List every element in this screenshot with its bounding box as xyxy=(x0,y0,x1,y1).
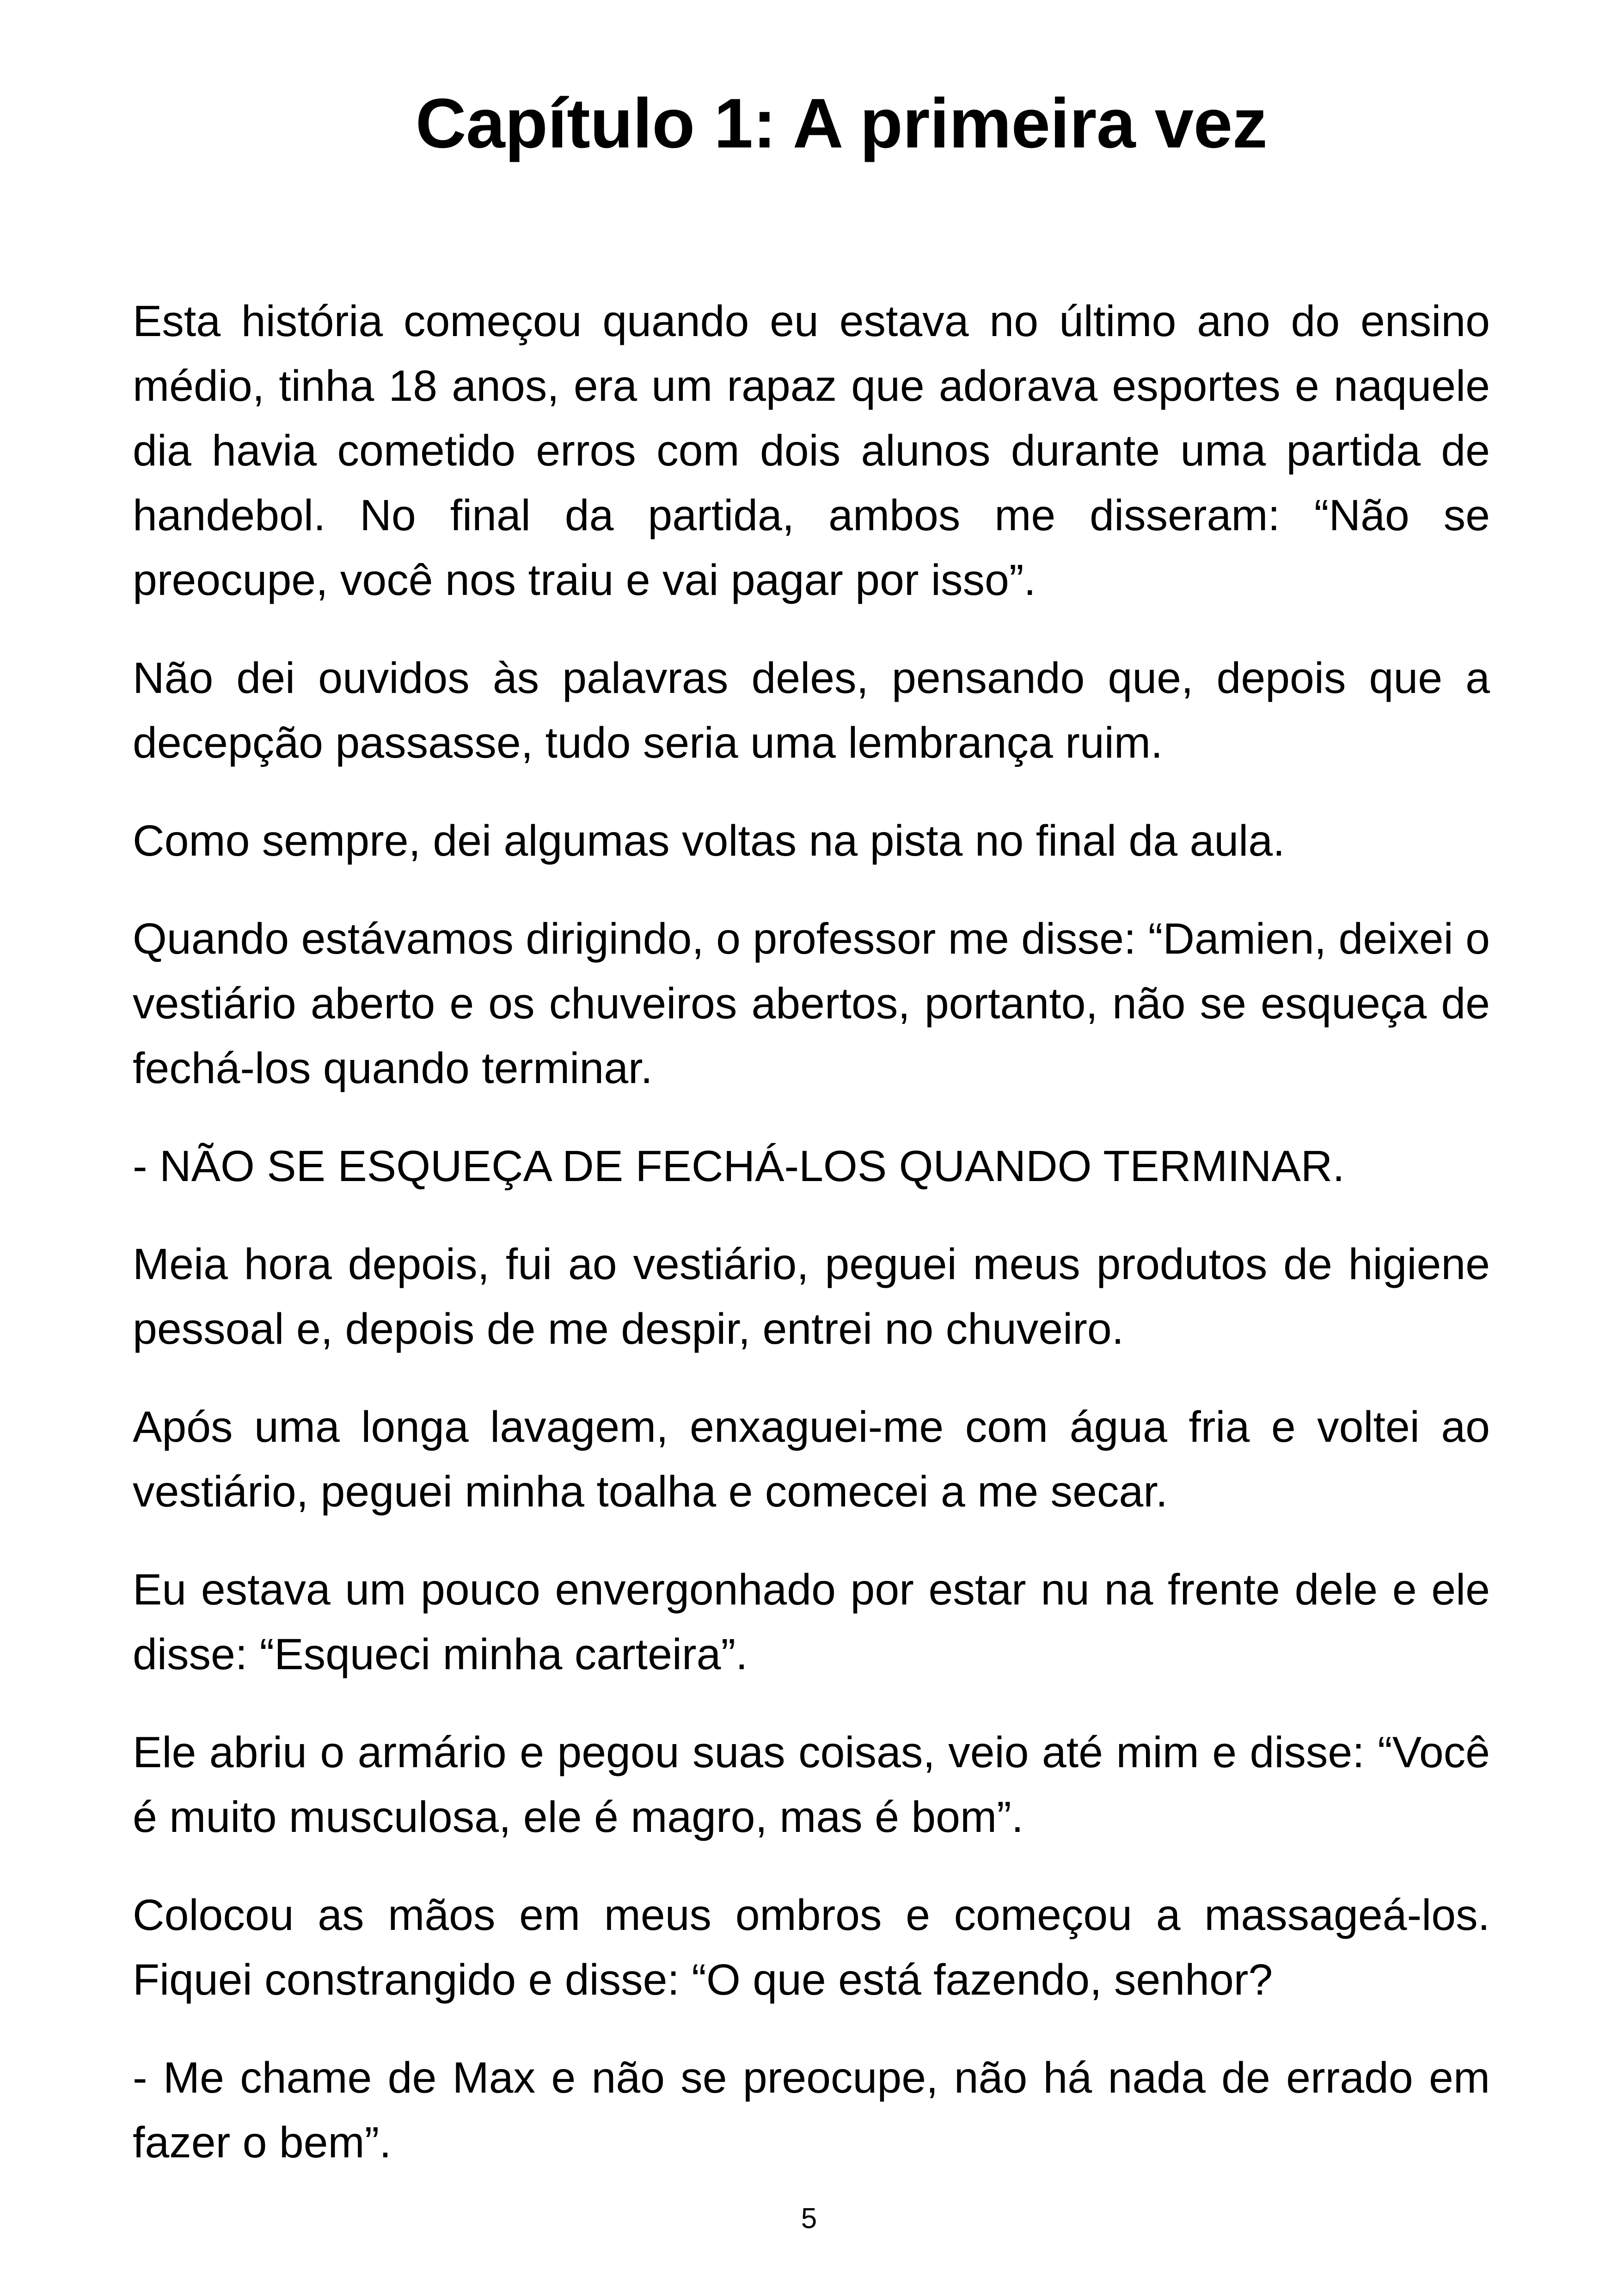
chapter-title: Capítulo 1: A primeira vez xyxy=(415,84,1268,163)
paragraph: Não dei ouvidos às palavras deles, pensando que, depois que a decepção passasse, tudo seria uma lembrança ruim. xyxy=(133,654,1490,767)
paragraph: Quando estávamos dirigindo, o professor me disse: “Damien, deixei o vestiário aberto e os chuveiros abertos, portanto, não se esqueça de fechá-los quando terminar. xyxy=(133,914,1490,1093)
page-number: 5 xyxy=(801,2203,817,2235)
paragraph: - NÃO SE ESQUEÇA DE FECHÁ-LOS QUANDO TERMINAR. xyxy=(133,1142,1345,1191)
paragraph: Como sempre, dei algumas voltas na pista no final da aula. xyxy=(133,816,1285,865)
chapter-body xyxy=(133,289,1490,2208)
paragraph: Eu estava um pouco envergonhado por estar nu na frente dele e ele disse: “Esqueci minha carteira”. xyxy=(133,1565,1490,1679)
paragraph: - Me chame de Max e não se preocupe, não há nada de errado em fazer o bem”. xyxy=(133,2053,1490,2167)
paragraph: Ele abriu o armário e pegou suas coisas, veio até mim e disse: “Você é muito musculosa, ele é magro, mas é bom”. xyxy=(133,1728,1490,1842)
paragraph: Esta história começou quando eu estava no último ano do ensino médio, tinha 18 anos, era um rapaz que adorava esportes e naquele dia havia cometido erros com dois alunos durante uma partida de handebol. No final da partida, ambos me disseram: “Não se preocupe, você nos traiu e vai pagar por isso”. xyxy=(133,297,1490,605)
paragraph: Meia hora depois, fui ao vestiário, peguei meus produtos de higiene pessoal e, depois de me despir, entrei no chuveiro. xyxy=(133,1240,1490,1353)
paragraph: Após uma longa lavagem, enxaguei-me com água fria e voltei ao vestiário, peguei minha toalha e comecei a me secar. xyxy=(133,1402,1490,1516)
paragraph: Colocou as mãos em meus ombros e começou a massageá-los. Fiquei constrangido e disse: “O que está fazendo, senhor? xyxy=(133,1891,1490,2004)
